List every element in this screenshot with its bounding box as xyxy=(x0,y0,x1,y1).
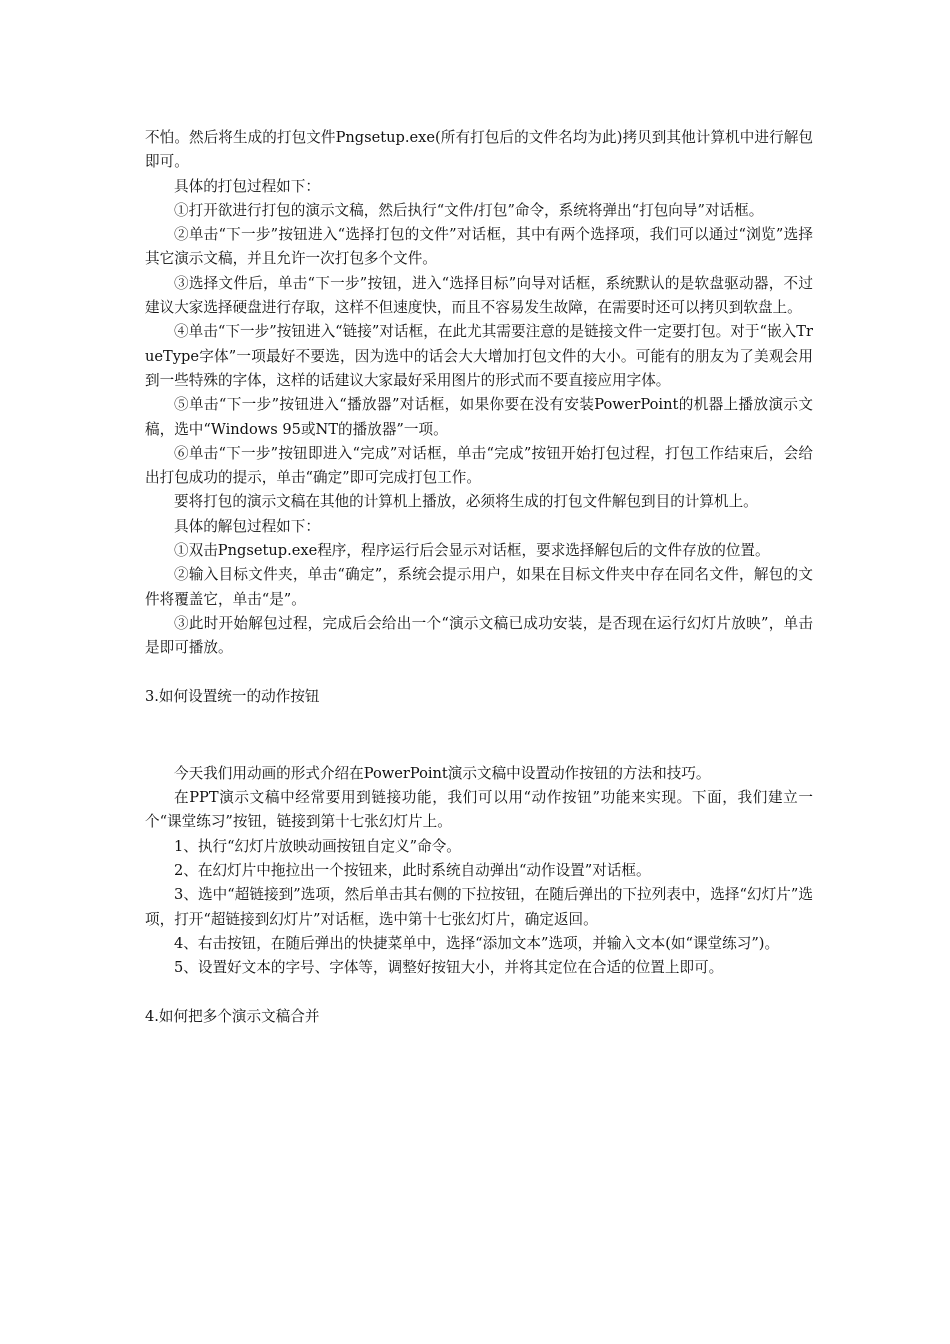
section-heading-3: 3.如何设置统一的动作按钮 xyxy=(145,687,320,705)
paragraph: ①打开欲进行打包的演示文稿，然后执行“文件/打包”命令，系统将弹出“打包向导”对话框。 xyxy=(174,201,764,219)
paragraph: 今天我们用动画的形式介绍在PowerPoint演示文稿中设置动作按钮的方法和技巧。 xyxy=(174,764,711,782)
list-item: 5、设置好文本的字号、字体等，调整好按钮大小，并将其定位在合适的位置上即可。 xyxy=(174,959,724,977)
paragraph: 具体的解包过程如下： xyxy=(174,517,320,535)
paragraph: ⑤单击“下一步”按钮进入“播放器”对话框，如果你要在没有安装PowerPoint的机器上播放演示文稿，选中“Windows 95或NT的播放器”一项。 xyxy=(145,396,813,438)
paragraph: 要将打包的演示文稿在其他的计算机上播放，必须将生成的打包文件解包到目的计算机上。 xyxy=(174,493,758,511)
section-heading-4: 4.如何把多个演示文稿合并 xyxy=(145,1007,320,1025)
paragraph: ②单击“下一步”按钮进入“选择打包的文件”对话框，其中有两个选择项，我们可以通过“浏览”选择其它演示文稿，并且允许一次打包多个文件。 xyxy=(145,226,813,268)
paragraph: ②输入目标文件夹，单击“确定”，系统会提示用户，如果在目标文件夹中存在同名文件，解包的文件将覆盖它，单击“是”。 xyxy=(145,566,813,608)
paragraph: ③选择文件后，单击“下一步”按钮，进入“选择目标”向导对话框，系统默认的是软盘驱动器，不过建议大家选择硬盘进行存取，这样不但速度快，而且不容易发生故障，在需要时还可以拷贝到软盘上。 xyxy=(145,274,813,317)
paragraph: ⑥单击“下一步”按钮即进入“完成”对话框，单击“完成”按钮开始打包过程，打包工作结束后，会给出打包成功的提示，单击“确定”即可完成打包工作。 xyxy=(145,444,813,487)
list-item: 4、右击按钮，在随后弹出的快捷菜单中，选择“添加文本”选项，并输入文本(如“课堂练习”)。 xyxy=(174,934,780,952)
document-content xyxy=(145,126,813,1029)
paragraph: 具体的打包过程如下： xyxy=(174,177,320,195)
paragraph: 不怕。然后将生成的打包文件Pngsetup.exe(所有打包后的文件名均为此)拷贝到其他计算机中进行解包即可。 xyxy=(145,129,813,171)
paragraph: ④单击“下一步”按钮进入“链接”对话框，在此尤其需要注意的是链接文件一定要打包。对于“嵌入TrueType字体”一项最好不要选，因为选中的话会大大增加打包文件的大小。可能有的朋友为了美观会用到一些特殊的字体，这样的话建议大家最好采用图片的形式而不要直接应用字体。 xyxy=(145,323,813,389)
paragraph: ①双击Pngsetup.exe程序，程序运行后会显示对话框，要求选择解包后的文件存放的位置。 xyxy=(174,542,770,560)
list-item: 1、执行“幻灯片放映动画按钮自定义”命令。 xyxy=(174,837,461,855)
list-item: 2、在幻灯片中拖拉出一个按钮来，此时系统自动弹出“动作设置”对话框。 xyxy=(174,862,651,880)
paragraph: 在PPT演示文稿中经常要用到链接功能，我们可以用“动作按钮”功能来实现。下面，我们建立一个“课堂练习”按钮，链接到第十七张幻灯片上。 xyxy=(145,789,813,831)
list-item: 3、选中“超链接到”选项，然后单击其右侧的下拉按钮，在随后弹出的下拉列表中，选择“幻灯片”选项，打开“超链接到幻灯片”对话框，选中第十七张幻灯片，确定返回。 xyxy=(145,886,813,928)
paragraph: ③此时开始解包过程，完成后会给出一个“演示文稿已成功安装，是否现在运行幻灯片放映”，单击是即可播放。 xyxy=(145,614,813,657)
